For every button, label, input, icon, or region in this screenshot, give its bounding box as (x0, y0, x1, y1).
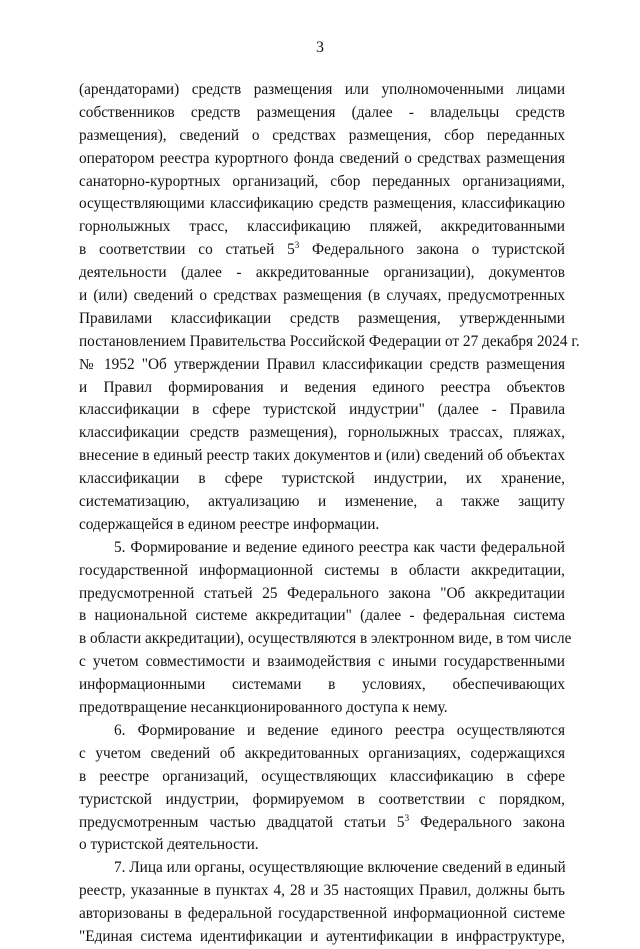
text-line: содержащейся в едином реестре информации. (79, 515, 380, 533)
text-line: предотвращение несанкционированного доступа к нему. (79, 699, 448, 717)
paragraph-continuation (79, 79, 580, 537)
text-line: № 1952 "Об утверждении Правил классификации средств размещения (79, 355, 565, 373)
text-line: систематизацию, актуализацию и изменение, а также защиту (79, 493, 565, 511)
text-line: "Единая система идентификации и аутентификации в инфраструктуре, (79, 927, 565, 945)
text-line: авторизованы в федеральной государственной информационной системе (79, 905, 565, 923)
text-line: с учетом совместимости и взаимодействия с иными государственными (79, 653, 565, 671)
text-line: и (или) сведений о средствах размещения (в случаях, предусмотренных (79, 287, 565, 305)
page-number: 3 (316, 39, 324, 56)
paragraph-7 (79, 857, 565, 949)
text-line: реестр, указанные в пунктах 4, 28 и 35 настоящих Правил, должны быть (79, 882, 565, 900)
text-line: классификации в сфере туристской индустрии" (далее - Правила (79, 401, 565, 419)
text-line: классификации средств размещения), горнолыжных трассах, пляжах, (79, 424, 565, 442)
text-line (79, 812, 565, 835)
text-line: и Правил формирования и ведения единого реестра объектов (79, 378, 565, 396)
text-line: предусмотренной статьей 25 Федерального закона "Об аккредитации (79, 584, 565, 602)
text-line: классификации в сфере туристской индустрии, их хранение, (79, 470, 565, 488)
text-fragment: Федерального закона (409, 813, 565, 831)
text-line: собственников средств размещения (далее - владельцы средств (79, 103, 565, 121)
text-line: деятельности (далее - аккредитованные организации), документов (79, 264, 565, 282)
text-fragment: Федерального закона о туристской (299, 241, 565, 259)
text-line: государственной информационной системы в области аккредитации, (79, 561, 565, 579)
text-line: о туристской деятельности. (79, 836, 259, 854)
paragraph-6 (79, 720, 565, 857)
text-line: информационными системами в условиях, обеспечивающих (79, 676, 565, 694)
text-fragment: предусмотренным частью двадцатой статьи 5 (79, 813, 405, 831)
superscript: 3 (404, 812, 410, 823)
text-line: осуществляющими классификацию средств размещения, классификацию (79, 195, 565, 213)
text-line: внесение в единый реестр таких документов и (или) сведений об объектах (79, 447, 565, 465)
superscript: 3 (294, 240, 300, 251)
document-body (79, 79, 580, 949)
text-line: 7. Лица или органы, осуществляющие включение сведений в единый (114, 859, 566, 877)
text-line: 5. Формирование и ведение единого реестра как части федеральной (114, 538, 565, 556)
text-line: размещения), сведений о средствах размещения, сбор переданных (79, 126, 565, 144)
text-line: в национальной системе аккредитации" (далее - федеральная система (79, 607, 565, 625)
text-line: с учетом сведений об аккредитованных организациях, содержащихся (79, 744, 565, 762)
paragraph-5 (79, 537, 572, 720)
text-fragment: в соответствии со статьей 5 (79, 241, 295, 259)
text-line: горнолыжных трасс, классификацию пляжей, аккредитованными (79, 218, 565, 236)
text-line (79, 239, 565, 262)
text-line: постановлением Правительства Российской Федерации от 27 декабря 2024 г. (79, 332, 580, 350)
text-line: (арендаторами) средств размещения или уполномоченными лицами (79, 81, 565, 98)
text-line: санаторно-курортных организаций, сбор переданных организациями, (79, 172, 565, 190)
text-line: оператором реестра курортного фонда сведений о средствах размещения (79, 149, 565, 167)
text-line: Правилами классификации средств размещения, утвержденными (79, 309, 565, 327)
text-line: в области аккредитации), осуществляются в электронном виде, в том числе (79, 630, 572, 648)
text-line: туристской индустрии, формируемом в соответствии с порядком, (79, 790, 565, 808)
text-line: в реестре организаций, осуществляющих классификацию в сфере (79, 767, 565, 785)
text-line: 6. Формирование и ведение единого реестра осуществляются (114, 721, 565, 739)
